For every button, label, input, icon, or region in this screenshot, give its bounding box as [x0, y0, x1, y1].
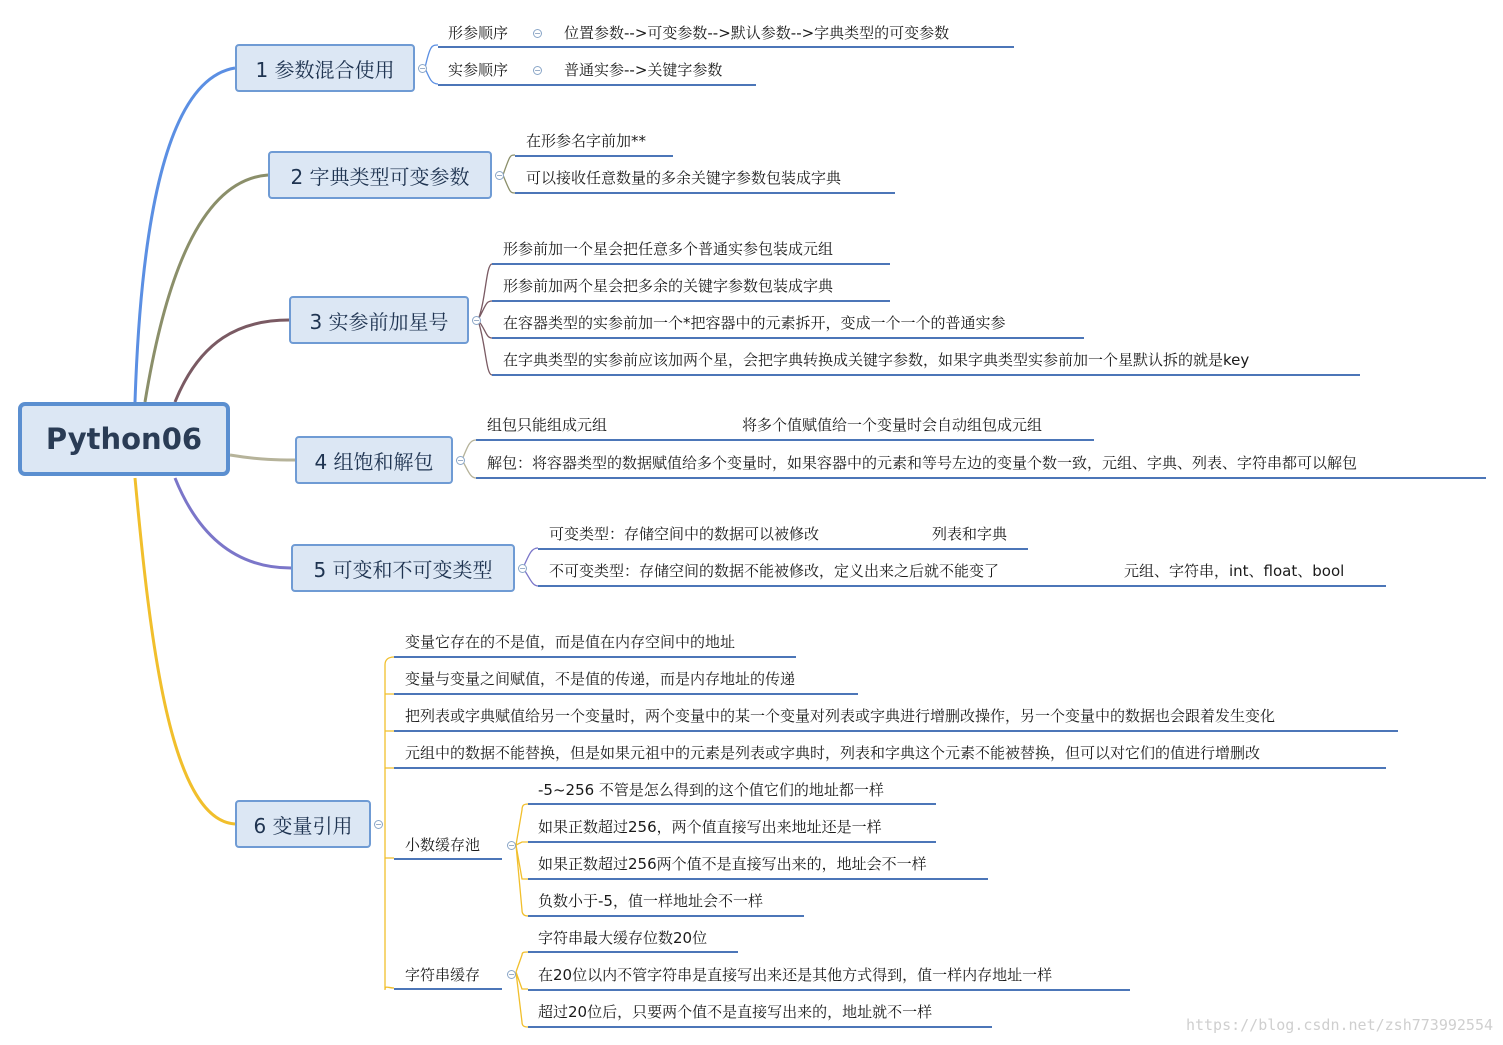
leaf-underline: [528, 841, 936, 843]
leaf-underline: [515, 155, 673, 157]
leaf-5-1[interactable]: 可变类型：存储空间中的数据可以被修改: [549, 525, 820, 543]
watermark: https://blog.csdn.net/zsh773992554: [1185, 1016, 1493, 1034]
leaf-underline: [528, 1026, 992, 1028]
leaf-2-1[interactable]: 在形参名字前加**: [526, 132, 647, 150]
branch-connector-4: [230, 455, 295, 460]
leaf-underline: [438, 84, 756, 86]
branch-1-topic[interactable]: 1 参数混合使用: [235, 44, 415, 92]
leaf-underline: [492, 337, 1084, 339]
root-topic[interactable]: Python06: [18, 402, 230, 476]
leaf-6-1[interactable]: 变量它存在的不是值，而是值在内存空间中的地址: [405, 633, 736, 651]
leaf-6-5-4[interactable]: 负数小于-5，值一样地址会不一样: [538, 892, 763, 910]
leaf-6-4[interactable]: 元组中的数据不能替换，但是如果元祖中的元素是列表或字典时，列表和字典这个元素不能被替换，但可以对它们的值进行增删改: [405, 744, 1261, 762]
leaf-6-3[interactable]: 把列表或字典赋值给另一个变量时，两个变量中的某一个变量对列表或字典进行增删改操作，另一个变量中的数据也会跟着发生变化: [405, 707, 1276, 725]
leaf-6-6-2[interactable]: 在20位以内不管字符串是直接写出来还是其他方式得到，值一样内存地址一样: [538, 966, 1053, 984]
collapse-icon[interactable]: −: [534, 66, 541, 75]
leaf-3-2[interactable]: 形参前加两个星会把多余的关键字参数包装成字典: [503, 277, 834, 295]
leaf-6-5-1[interactable]: -5~256 不管是怎么得到的这个值它们的地址都一样: [538, 781, 884, 799]
branch-2-topic[interactable]: 2 字典类型可变参数: [268, 151, 492, 199]
leaf-6-6-label[interactable]: 字符串缓存: [405, 966, 481, 984]
branch-6-topic[interactable]: 6 变量引用: [235, 800, 371, 848]
leaf-underline: [528, 951, 738, 953]
sub-connector-2: [503, 155, 515, 193]
branch-5-topic[interactable]: 5 可变和不可变类型: [291, 544, 515, 592]
branch-connector-5: [175, 478, 291, 568]
leaf-underline: [394, 656, 796, 658]
leaf-underline: [394, 693, 858, 695]
leaf-underline: [476, 477, 1486, 479]
leaf-1-2-detail[interactable]: 普通实参-->关键字参数: [564, 61, 723, 79]
sub-connector-6-string: [516, 952, 528, 1027]
leaf-4-1[interactable]: 组包只能组成元组: [487, 416, 608, 434]
leaf-4-2[interactable]: 解包：将容器类型的数据赋值给多个变量时，如果容器中的元素和等号左边的变量个数一致，元组、字典、列表、字符串都可以解包: [487, 454, 1358, 472]
collapse-icon[interactable]: −: [457, 456, 464, 465]
leaf-underline: [492, 374, 1360, 376]
collapse-icon[interactable]: −: [496, 171, 503, 180]
collapse-icon[interactable]: −: [519, 564, 526, 573]
leaf-underline: [528, 989, 1130, 991]
leaf-5-1-note[interactable]: 列表和字典: [932, 525, 1008, 543]
branch-connector-6: [135, 478, 235, 824]
collapse-icon[interactable]: −: [534, 29, 541, 38]
sub-connector-1: [425, 45, 438, 84]
collapse-icon[interactable]: −: [473, 316, 480, 325]
branch-connector-3: [175, 320, 289, 402]
leaf-underline: [538, 585, 1386, 587]
branch-3-topic[interactable]: 3 实参前加星号: [289, 296, 469, 344]
leaf-1-2-label[interactable]: 实参顺序: [448, 61, 509, 79]
leaf-underline: [394, 767, 1386, 769]
leaf-6-5-label[interactable]: 小数缓存池: [405, 836, 481, 854]
leaf-5-2[interactable]: 不可变类型：存储空间的数据不能被修改，定义出来之后就不能变了: [549, 562, 1000, 580]
leaf-6-5-2[interactable]: 如果正数超过256，两个值直接写出来地址还是一样: [538, 818, 882, 836]
sub-connector-6: [385, 657, 394, 990]
leaf-underline: [438, 46, 1014, 48]
sub-connector-6-cache: [516, 804, 528, 916]
branch-connector-2: [145, 175, 268, 402]
collapse-icon[interactable]: −: [375, 820, 382, 829]
leaf-6-6-3[interactable]: 超过20位后，只要两个值不是直接写出来的，地址就不一样: [538, 1003, 933, 1021]
leaf-6-2[interactable]: 变量与变量之间赋值，不是值的传递，而是内存地址的传递: [405, 670, 796, 688]
collapse-icon[interactable]: −: [508, 970, 515, 979]
branch-connector-1: [135, 68, 235, 402]
leaf-underline: [492, 300, 890, 302]
leaf-underline: [394, 858, 502, 860]
leaf-underline: [538, 548, 1028, 550]
leaf-6-6-1[interactable]: 字符串最大缓存位数20位: [538, 929, 708, 947]
leaf-underline: [394, 988, 502, 990]
leaf-2-2[interactable]: 可以接收任意数量的多余关键字参数包装成字典: [526, 169, 842, 187]
leaf-5-2-note[interactable]: 元组、字符串，int、float、bool: [1124, 562, 1345, 580]
leaf-1-1-detail[interactable]: 位置参数-->可变参数-->默认参数-->字典类型的可变参数: [564, 24, 950, 42]
branch-4-topic[interactable]: 4 组饱和解包: [295, 436, 453, 484]
collapse-icon[interactable]: −: [419, 64, 426, 73]
leaf-underline: [476, 439, 1094, 441]
leaf-6-5-3[interactable]: 如果正数超过256两个值不是直接写出来的，地址会不一样: [538, 855, 927, 873]
leaf-3-4[interactable]: 在字典类型的实参前应该加两个星，会把字典转换成关键字参数，如果字典类型实参前加一个星默认拆的就是key: [503, 351, 1250, 369]
leaf-underline: [528, 915, 804, 917]
collapse-icon[interactable]: −: [508, 841, 515, 850]
leaf-1-1-label[interactable]: 形参顺序: [448, 24, 509, 42]
leaf-3-1[interactable]: 形参前加一个星会把任意多个普通实参包装成元组: [503, 240, 834, 258]
leaf-4-1-note[interactable]: 将多个值赋值给一个变量时会自动组包成元组: [742, 416, 1043, 434]
leaf-underline: [394, 730, 1398, 732]
leaf-3-3[interactable]: 在容器类型的实参前加一个*把容器中的元素拆开，变成一个一个的普通实参: [503, 314, 1006, 332]
leaf-underline: [528, 803, 936, 805]
leaf-underline: [528, 878, 988, 880]
leaf-underline: [515, 192, 895, 194]
leaf-underline: [492, 263, 890, 265]
